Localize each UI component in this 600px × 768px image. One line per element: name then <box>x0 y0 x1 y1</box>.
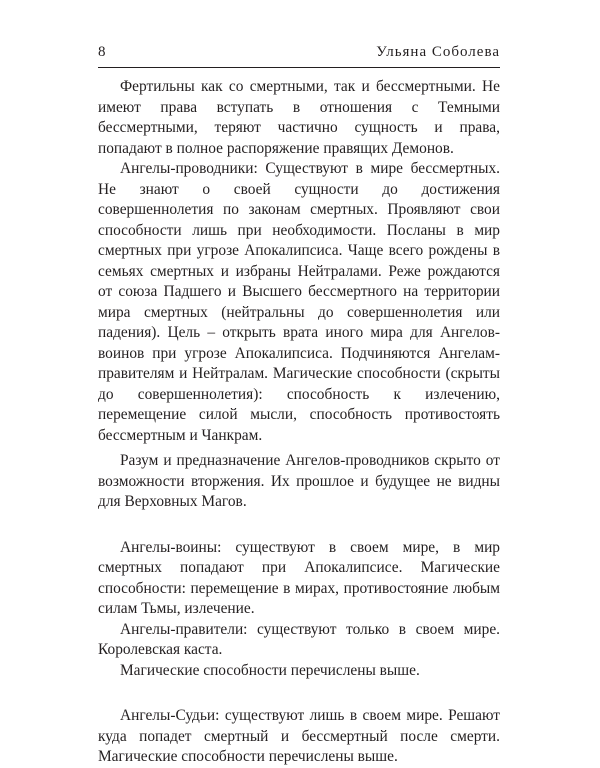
paragraph-rulers-abilities: Магические способности перечислены выше. <box>120 661 420 679</box>
page-number: 8 <box>98 44 106 60</box>
paragraph-fertility: Фертильны как со смертными, так и бессмертными. Не имеют права вступать в отношения с Темными бессмертными, теряют частично сущность и права, попадают в полное распоряжение правящих Демонов. <box>98 78 500 157</box>
author-name: Ульяна Соболева <box>376 44 500 60</box>
paragraph-angel-guides: Ангелы-проводники: Существуют в мире бессмертных. Не знают о своей сущности до достижения совершеннолетия по законам смертных. Проявляют свои способности лишь при необходимости. Посланы в мир смертных при угрозе Апокалипсиса. Чаще всего рождены в семьях смертных и избраны Нейтралами. Реже рождаются от союза Падшего и Высшего бессмертного на территории мира смертных (нейтральны до совершеннолетия или падения). Цель – открыть врата иного мира для Ангелов-воинов при угрозе Апокалипсиса. Подчиняются Ангелам-правителям и Нейтралам. Магические способности (скрыты до совершеннолетия): способность к излечению, перемещение силой мысли, способность противостоять бессмертным и Чанкрам. <box>98 160 500 444</box>
header-divider <box>98 67 500 68</box>
paragraph-angel-warriors: Ангелы-воины: существуют в своем мире, в мир смертных попадают при Апокалипсисе. Магические способности: перемещение в мирах, противостояние любым силам Тьмы, излечение. <box>98 538 500 617</box>
paragraph-guides-mind: Разум и предназначение Ангелов-проводников скрыто от возможности вторжения. Их прошлое и будущее не видны для Верховных Магов. <box>98 452 500 510</box>
paragraph-angel-judges: Ангелы-Судьи: существуют лишь в своем мире. Решают куда попадет смертный и бессмертный после смерти. Магические способности перечислены выше. <box>98 707 500 765</box>
paragraph-angel-rulers: Ангелы-правители: существуют только в своем мире. Королевская каста. <box>98 620 500 658</box>
body-text <box>98 77 500 768</box>
running-header <box>98 38 500 66</box>
